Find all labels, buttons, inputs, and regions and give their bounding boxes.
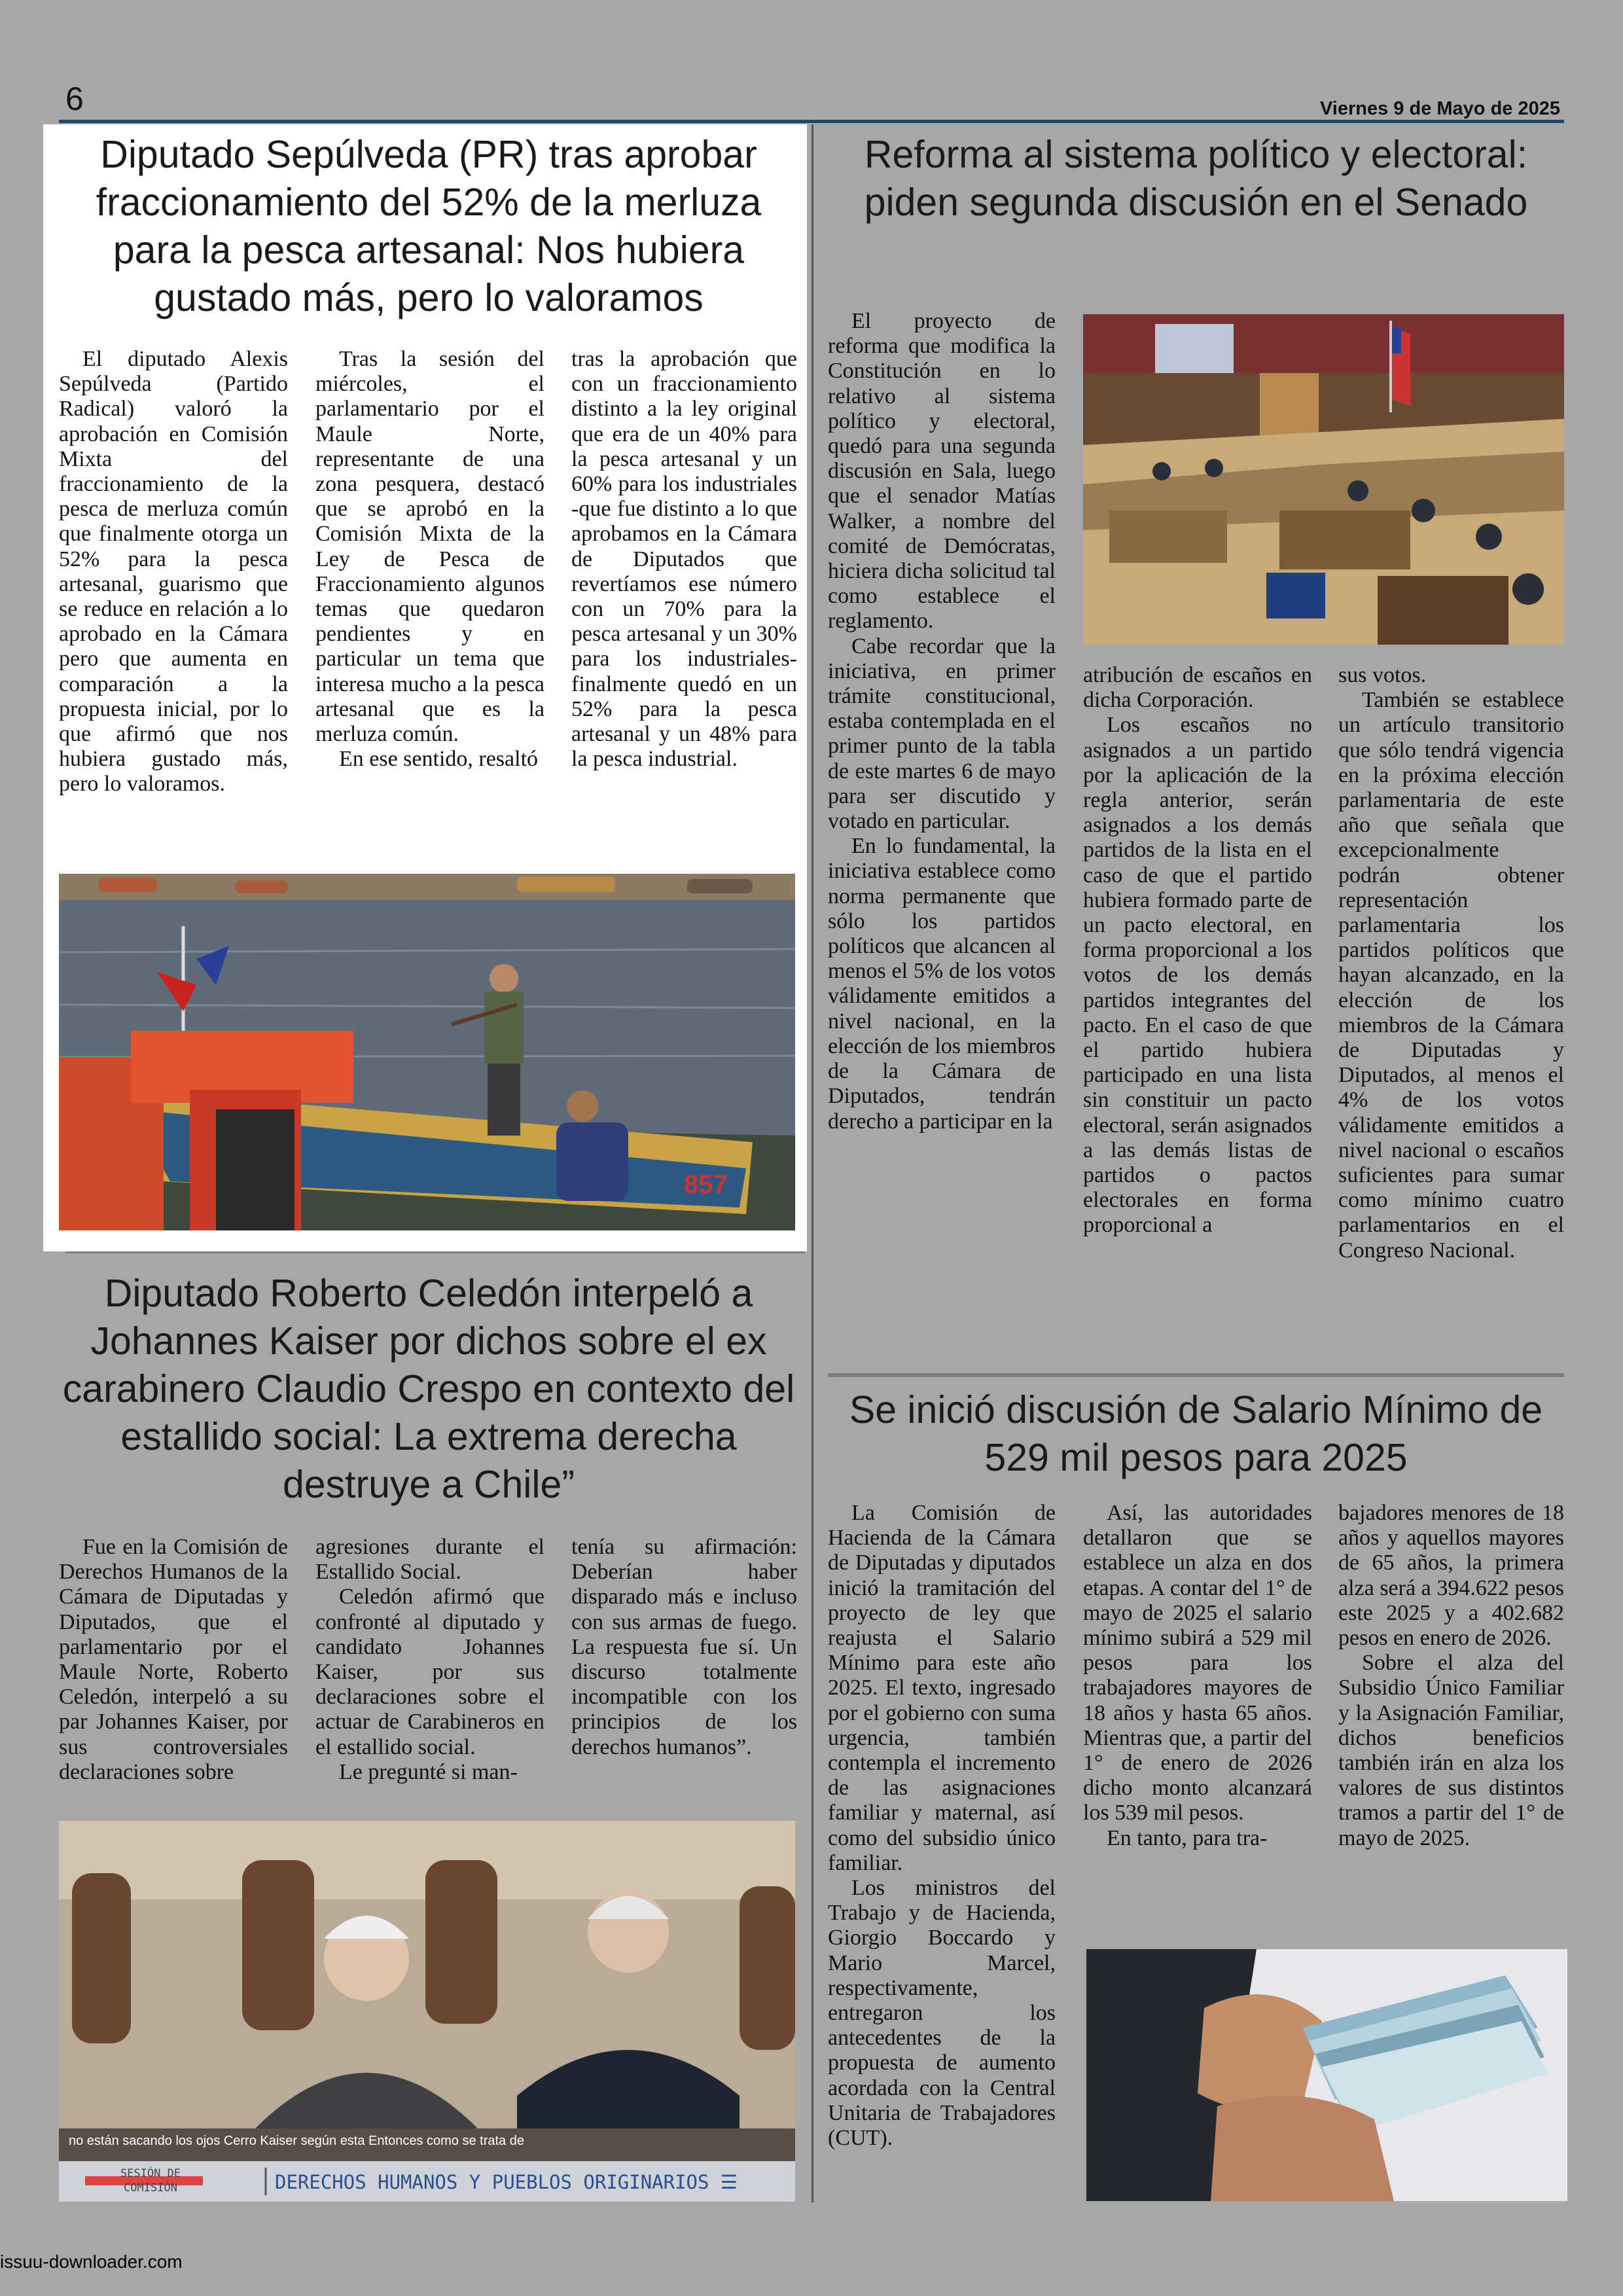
photo-subtitle: no están sacando los ojos Cerro Kaiser según esta Entonces como se trata de [69, 2134, 524, 2148]
article4-col3 [1338, 1501, 1564, 1851]
boat-number: 857 [684, 1170, 728, 1199]
article2-col3-p2: También se establece un artículo transitorio que sólo tendrá vigencia en la próxima elección parlamentaria de este año que señala que excepcionalmente podrán obtener representación parlamentaria los partidos políticos que hayan alcanzado, en la elección de los miembros de la Cámara de Diputadas y Diputados, al menos el 4% de los votos válidamente emitidos a nivel nacional o escaños suficientes para sumar como mínimo cuatro parlamentarios en el Congreso Nacional. [1338, 688, 1564, 1263]
article4-col2-p2: En tanto, para tra- [1107, 1825, 1268, 1850]
column-divider [812, 124, 813, 2202]
article4-headline: Se inició discusión de Salario Mínimo de 529 mil pesos para 2025 [849, 1388, 1543, 1479]
banner-label-line1: SESIÓN DE [120, 2167, 181, 2180]
article1-col1 [59, 347, 288, 797]
footer-watermark: issuu-downloader.com [0, 2251, 183, 2272]
money-hands-photo [1086, 1949, 1567, 2201]
article2-col1-p1: El proyecto de reforma que modifica la Constitución en lo relativo al sistema político y electoral, quedó para una segunda discusión en Sala, luego que el senador Matías Walker, a nombre del comité de Demócratas, hiciera dicha solicitud tal como establece el reglamento. [828, 309, 1056, 634]
article1-col3-p1: tras la aprobación que con un fraccionamiento distinto a la ley original que era de un 40% para la pesca artesanal y un 60% para los industriales -que fue distinto a lo que aprobamos en la Cámara de Diputados que revertíamos ese número con un 70% para la pesca artesanal y un 30% para los industriales- finalmente quedó en un 52% para la pesca artesanal y un 48% para la pesca industrial. [571, 347, 797, 772]
commission-session-photo [59, 1821, 795, 2202]
article4-col1 [828, 1501, 1056, 2151]
article2-col3-p1: sus votos. [1338, 663, 1427, 687]
article4-col1-p2: Los ministros del Trabajo y de Hacienda, Giorgio Boccardo y Mario Marcel, respectivamente, entregaron los antecedentes de la propuesta de aumento acordada con la Central Unitaria de Trabajadores (CUT). [828, 1876, 1056, 2151]
article4-col3-p1: bajadores menores de 18 años y aquellos mayores de 65 años, la primera alza será a 394.622 pesos este 2025 y a 402.682 pesos en enero de 2026. [1338, 1501, 1564, 1651]
article1-col1-p1: El diputado Alexis Sepúlveda (Partido Radical) valoró la aprobación en Comisión Mixta del fraccionamiento de la pesca de merluza común que finalmente otorga un 52% para la pesca artesanal, guarismo que se reduce en relación a lo aprobado en la Cámara pero que aumenta en comparación a la propuesta inicial, por lo que afirmó que nos hubiera gustado más, pero lo valoramos. [59, 347, 288, 797]
left-section-divider [65, 1251, 805, 1253]
right-section-divider [828, 1373, 1564, 1377]
article2-headline: Reforma al sistema político y electoral: piden segunda discusión en el Senado [864, 133, 1528, 224]
article3-col2-p1: agresiones durante el Estallido Social. [315, 1535, 544, 1585]
page-number: 6 [65, 81, 84, 117]
fishing-boat-illustration [59, 874, 795, 1230]
article2-col1-p3: En lo fundamental, la iniciativa establece como norma permanente que sólo los partidos políticos que alcancen al menos el 5% de los votos válidamente emitidos a nivel nacional, en la elección de los miembros de la Cámara de Diputados, tendrán derecho a participar en la [828, 834, 1056, 1134]
article2-col2-p1: atribución de escaños en dicha Corporación. [1083, 663, 1312, 713]
article4-col1-p1: La Comisión de Hacienda de la Cámara de Diputadas y diputados inició la tramitación del proyecto de ley que reajusta el Salario Mínimo para este año 2025. El texto, ingresado por el gobierno con suma urgencia, también contempla el incremento de las asignaciones familiar y maternal, así como del subsidio único familiar. [828, 1501, 1056, 1875]
banner-commission-name: DERECHOS HUMANOS Y PUEBLOS ORIGINARIOS ☰ [275, 2171, 738, 2193]
article2-col1 [828, 309, 1056, 1134]
article1-headline: Diputado Sepúlveda (PR) tras aprobar fraccionamiento del 52% de la merluza para la pesca artesanal: Nos hubiera gustado más, pero lo valoramos [96, 133, 762, 319]
article1-col2-p2: En ese sentido, resaltó [339, 747, 539, 772]
article1-col3 [571, 347, 797, 772]
commission-session-illustration [59, 1821, 795, 2202]
article1-col2 [315, 347, 544, 772]
article3-headline: Diputado Roberto Celedón interpeló a Johannes Kaiser por dichos sobre el ex carabinero Claudio Crespo en contexto del estallido social: La extrema derecha destruye a Chile” [62, 1272, 795, 1506]
senate-chamber-photo [1083, 314, 1564, 645]
article2-col3 [1338, 663, 1564, 1263]
article3-col1 [59, 1535, 288, 1785]
article3-col2 [315, 1535, 544, 1785]
article3-col3 [571, 1535, 797, 1760]
article3-col2-p2: Celedón afirmó que confronté al diputado y candidato Johannes Kaiser, por sus declaraciones sobre el actuar de Carabineros en el estallido social. [315, 1585, 544, 1759]
article2-col2-p2: Los escaños no asignados a un partido por la aplicación de la regla anterior, serán asignados a los demás partidos de la lista en el caso de que el partido hubiera formado parte de un pacto electoral, en forma proporcional a los votos de los demás partidos integrantes del pacto. En el caso de que el partido hubiera participado en una lista sin constituir un pacto electoral, serán asignados a las demás listas de partidos o pactos electorales en forma proporcional a [1083, 713, 1312, 1238]
header-rule [59, 120, 1564, 123]
senate-chamber-illustration [1083, 314, 1564, 645]
article3-col3-p1: tenía su afirmación: Deberían haber disparado más e incluso con sus armas de fuego. La respuesta fue sí. Un discurso totalmente incompatible con los principios de los derechos humanos”. [571, 1535, 797, 1759]
article2-col2 [1083, 663, 1312, 1238]
article4-col2 [1083, 1501, 1312, 1851]
issue-date: Viernes 9 de Mayo de 2025 [1319, 98, 1560, 119]
article4-col2-p1: Así, las autoridades detallaron que se establece un alza en dos etapas. A contar del 1° de mayo de 2025 el salario mínimo subirá a 529 mil pesos para los trabajadores mayores de 18 años y hasta 65 años. Mientras que, a partir del 1° de enero de 2026 dicho monto alcanzará los 539 mil pesos. [1083, 1501, 1312, 1825]
fishing-boat-photo [59, 874, 795, 1230]
money-hands-illustration [1086, 1949, 1567, 2201]
article4-col3-p2: Sobre el alza del Subsidio Único Familiar y la Asignación Familiar, dichos beneficios también irán en alza los valores de sus distintos tramos a partir del 1° de mayo de 2025. [1338, 1651, 1564, 1850]
article1-col2-p1: Tras la sesión del miércoles, el parlamentario por el Maule Norte, representante de una zona pesquera, destacó que se aprobó en la Comisión Mixta de la Ley de Pesca de Fraccionamiento algunos temas que quedaron pendientes y en particular un tema que interesa mucho a la pesca artesanal que es la merluza común. [315, 347, 544, 747]
banner-label-line2: COMISIÓN [124, 2181, 177, 2195]
article2-col1-p2: Cabe recordar que la iniciativa, en primer trámite constitucional, estaba contemplada en el primer punto de la tabla de este martes 6 de mayo para ser discutido y votado en particular. [828, 634, 1056, 834]
article3-col2-p3: Le pregunté si man- [339, 1759, 518, 1784]
article3-col1-p1: Fue en la Comisión de Derechos Humanos de la Cámara de Diputadas y Diputados, que el parlamentario por el Maule Norte, Roberto Celedón, interpeló a su par Johannes Kaiser, por sus controversiales declaraciones sobre [59, 1535, 288, 1784]
